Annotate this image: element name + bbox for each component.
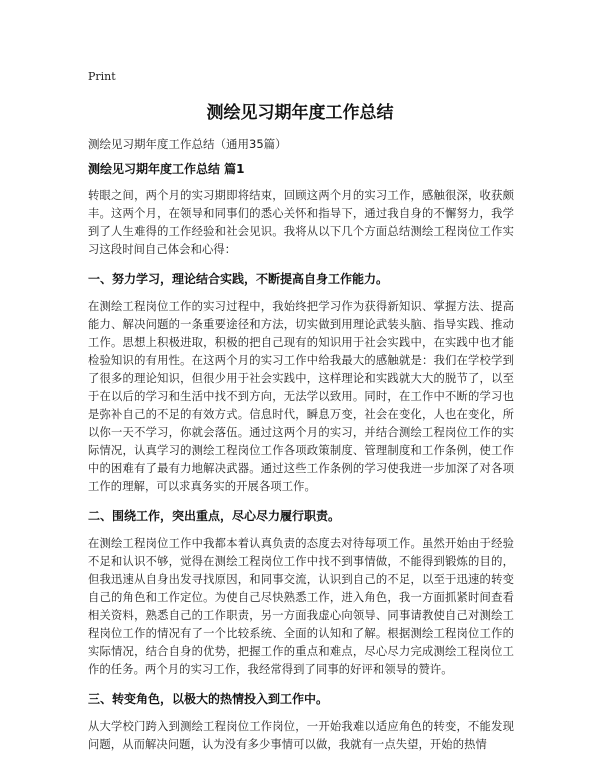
section-heading-1: 一、努力学习，理论结合实践，不断提高自身工作能力。 bbox=[88, 272, 389, 286]
section-heading-3: 三、转变角色，以极大的热情投入到工作中。 bbox=[88, 692, 329, 706]
section-paragraph-3: 从大学校门跨入到测绘工程岗位工作岗位，一开始我难以适应角色的转变，不能发现问题，从而解决问题，认为没有多少事情可以做，我就有一点失望，开始的热情 bbox=[88, 720, 514, 751]
article-heading: 测绘见习期年度工作总结 篇1 bbox=[88, 162, 245, 176]
intro-paragraph: 转眼之间，两个月的实习期即将结束，回顾这两个月的实习工作，感触很深，收获颇丰。这两个月，在领导和同事们的悉心关怀和指导下，通过我自身的不懈努力，我学到了人生难得的工作经验和社会见识。我将从以下几个方面总结测绘工程岗位工作实习这段时间自己体会和心得： bbox=[88, 189, 514, 256]
document-subtitle: 测绘见习期年度工作总结（通用35篇） bbox=[88, 137, 287, 151]
document-title: 测绘见习期年度工作总结 bbox=[206, 103, 394, 123]
section-paragraph-2: 在测绘工程岗位工作中我都本着认真负责的态度去对待每项工作。虽然开始由于经验不足和认识不够，觉得在测绘工程岗位工作中找不到事情做，不能得到锻炼的目的，但我迅速从自身出发寻找原因，和同事交流，认识到自己的不足，以至于迅速的转变自己的角色和工作定位。为使自己尽快熟悉工作，进入角色，我一方面抓紧时间查看相关资料，熟悉自己的工作职责，另一方面我虚心向领导、同事请教使自己对测绘工程岗位工作的情况有了一个比较系统、全面的认知和了解。根据测绘工程岗位工作的实际情况，结合自身的优势，把握工作的重点和难点，尽心尽力完成测绘工程岗位工作的任务。两个月的实习工作，我经常得到了同事的好评和领导的赞许。 bbox=[88, 537, 514, 676]
print-label[interactable]: Print bbox=[88, 70, 116, 83]
article-body bbox=[88, 160, 514, 765]
section-paragraph-1: 在测绘工程岗位工作的实习过程中，我始终把学习作为获得新知识、掌握方法、提高能力、解决问题的一条重要途径和方法，切实做到用理论武装头脑、指导实践、推动工作。思想上积极进取，积极的把自己现有的知识用于社会实践中，在实践中也才能检验知识的有用性。在这两个月的实习工作中给我最大的感触就是：我们在学校学到了很多的理论知识，但很少用于社会实践中，这样理论和实践就大大的脱节了，以至于在以后的学习和生活中找不到方向，无法学以致用。同时，在工作中不断的学习也是弥补自己的不足的有效方式。信息时代，瞬息万变，社会在变化，人也在变化，所以你一天不学习，你就会落伍。通过这两个月的实习，并结合测绘工程岗位工作的实际情况，认真学习的测绘工程岗位工作各项政策制度、管理制度和工作条例，使工作中的困难有了最有力地解决武器。通过这些工作条例的学习使我进一步加深了对各项工作的理解，可以求真务实的开展各项工作。 bbox=[88, 300, 514, 493]
section-heading-2: 二、围绕工作，突出重点，尽心尽力履行职责。 bbox=[88, 509, 341, 523]
